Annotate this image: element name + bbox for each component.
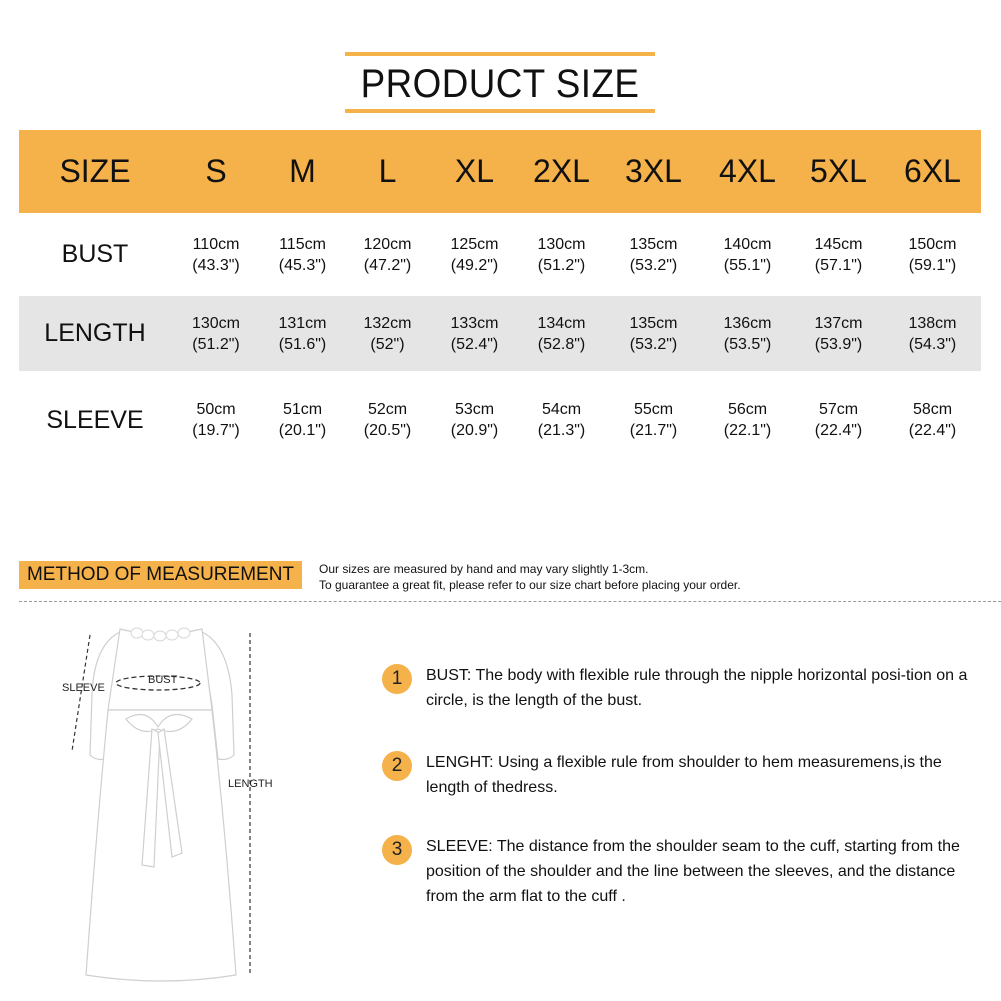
cm-value: 132cm	[363, 314, 412, 332]
measurement-cell	[702, 371, 793, 469]
cm-value: 131cm	[278, 314, 327, 332]
size-header-row	[19, 130, 981, 213]
inch-value: (55.1")	[723, 256, 772, 274]
inch-value: (22.4")	[908, 422, 957, 439]
inch-value: (53.5")	[723, 335, 772, 353]
measurement-cell	[261, 371, 344, 469]
measurement-cell	[261, 213, 344, 296]
size-header-cell: 3XL	[605, 130, 702, 213]
dress-diagram	[50, 615, 290, 985]
inch-value: (52")	[370, 335, 405, 353]
table-row	[19, 213, 981, 296]
step-text: SLEEVE: The distance from the shoulder seam to the cuff, starting from the position of the shoulder and the line between the sleeves, and the distance from the arm flat to the cuff .	[426, 838, 960, 905]
measurement-cell	[171, 371, 261, 469]
cm-value: 130cm	[537, 235, 586, 253]
bust-label: BUST	[148, 674, 178, 686]
cm-value: 125cm	[450, 235, 499, 253]
cm-value: 50cm	[196, 401, 236, 418]
cm-value: 133cm	[450, 314, 499, 332]
size-header-cell: S	[171, 130, 261, 213]
cm-value: 120cm	[363, 235, 412, 253]
step-length	[382, 750, 982, 800]
inch-value: (22.1")	[723, 422, 772, 439]
inch-value: (45.3")	[278, 256, 327, 274]
inch-value: (22.4")	[814, 422, 863, 439]
measurement-cell	[171, 213, 261, 296]
inch-value: (49.2")	[450, 256, 499, 274]
cm-value: 140cm	[723, 235, 772, 253]
cm-value: 134cm	[537, 314, 586, 332]
cm-value: 55cm	[633, 401, 674, 418]
table-row	[19, 371, 981, 469]
cm-value: 57cm	[818, 401, 859, 418]
measurement-steps	[382, 663, 982, 909]
inch-value: (51.2")	[537, 256, 586, 274]
inch-value: (51.6")	[278, 335, 327, 353]
measurement-cell	[344, 371, 431, 469]
size-header-cell: 6XL	[884, 130, 981, 213]
measurement-cell	[344, 213, 431, 296]
cm-value: 137cm	[814, 314, 863, 332]
step-number-badge: 1	[382, 664, 412, 694]
cm-value: 130cm	[191, 314, 241, 332]
inch-value: (20.5")	[363, 422, 412, 439]
inch-value: (59.1")	[908, 256, 957, 274]
method-of-measurement-label: METHOD OF MEASUREMENT	[19, 561, 302, 589]
inch-value: (57.1")	[814, 256, 863, 274]
size-header-cell: XL	[431, 130, 518, 213]
measurement-cell	[518, 213, 605, 296]
title-block	[345, 52, 655, 114]
dashed-divider	[19, 601, 1001, 602]
row-label: LENGTH	[19, 296, 171, 371]
inch-value: (21.3")	[537, 422, 586, 439]
measurement-cell	[431, 213, 518, 296]
row-label: SLEEVE	[19, 371, 171, 469]
cm-value: 58cm	[912, 401, 953, 418]
inch-value: (52.8")	[537, 335, 586, 353]
cm-value: 110cm	[192, 235, 240, 253]
cm-value: 136cm	[723, 314, 772, 332]
inch-value: (20.1")	[278, 422, 327, 439]
inch-value: (51.2")	[192, 335, 240, 353]
measurement-note-line-2: To guarantee a great fit, please refer to our size chart before placing your order.	[319, 578, 741, 592]
cm-value: 115cm	[279, 235, 326, 253]
size-header-label: SIZE	[19, 130, 171, 213]
cm-value: 135cm	[629, 235, 678, 253]
measurement-cell	[518, 371, 605, 469]
size-header-cell: 5XL	[793, 130, 884, 213]
measurement-cell	[431, 296, 518, 371]
inch-value: (53.2")	[629, 256, 678, 274]
size-table	[19, 130, 981, 469]
measurement-cell	[884, 213, 981, 296]
cm-value: 145cm	[814, 235, 863, 253]
step-bust	[382, 663, 982, 713]
step-number-badge: 3	[382, 835, 412, 865]
inch-value: (20.9")	[450, 422, 499, 439]
measurement-cell	[605, 213, 702, 296]
inch-value: (43.3")	[192, 256, 240, 274]
size-header-cell: 4XL	[702, 130, 793, 213]
cm-value: 56cm	[727, 401, 768, 418]
measurement-note	[319, 561, 741, 593]
measurement-cell	[702, 296, 793, 371]
inch-value: (54.3")	[908, 335, 957, 353]
measurement-cell	[884, 296, 981, 371]
inch-value: (52.4")	[450, 335, 499, 353]
measurement-cell	[344, 296, 431, 371]
measurement-cell	[605, 296, 702, 371]
measurement-cell	[261, 296, 344, 371]
step-number-badge: 2	[382, 751, 412, 781]
cm-value: 51cm	[282, 401, 323, 418]
cm-value: 135cm	[629, 314, 678, 332]
inch-value: (21.7")	[629, 422, 678, 439]
measurement-cell	[793, 296, 884, 371]
measurement-cell	[702, 213, 793, 296]
cm-value: 150cm	[908, 235, 957, 253]
page-title: PRODUCT SIZE	[360, 62, 640, 106]
sleeve-label: SLEEVE	[62, 682, 105, 694]
measurement-note-line-1: Our sizes are measured by hand and may vary slightly 1-3cm.	[319, 562, 649, 576]
inch-value: (53.2")	[629, 335, 678, 353]
length-label: LENGTH	[228, 778, 273, 790]
cm-value: 138cm	[908, 314, 957, 332]
size-header-cell: 2XL	[518, 130, 605, 213]
step-text: LENGHT: Using a flexible rule from shoulder to hem measuremens,is the length of thedress.	[426, 754, 942, 796]
inch-value: (19.7")	[192, 422, 240, 439]
title-bottom-bar	[345, 109, 655, 113]
measurement-cell	[605, 371, 702, 469]
inch-value: (53.9")	[814, 335, 863, 353]
row-label: BUST	[19, 213, 171, 296]
inch-value: (47.2")	[363, 256, 412, 274]
title-top-bar	[345, 52, 655, 56]
cm-value: 52cm	[367, 401, 408, 418]
step-text: BUST: The body with flexible rule through the nipple horizontal posi-tion on a circle, is the length of the bust.	[426, 667, 968, 709]
size-header-cell: L	[344, 130, 431, 213]
measurement-cell	[171, 296, 261, 371]
measurement-cell	[431, 371, 518, 469]
table-row	[19, 296, 981, 371]
cm-value: 53cm	[454, 401, 495, 418]
measurement-cell	[518, 296, 605, 371]
step-sleeve	[382, 834, 982, 909]
cm-value: 54cm	[541, 401, 582, 418]
measurement-cell	[884, 371, 981, 469]
size-header-cell: M	[261, 130, 344, 213]
measurement-cell	[793, 371, 884, 469]
measurement-cell	[793, 213, 884, 296]
